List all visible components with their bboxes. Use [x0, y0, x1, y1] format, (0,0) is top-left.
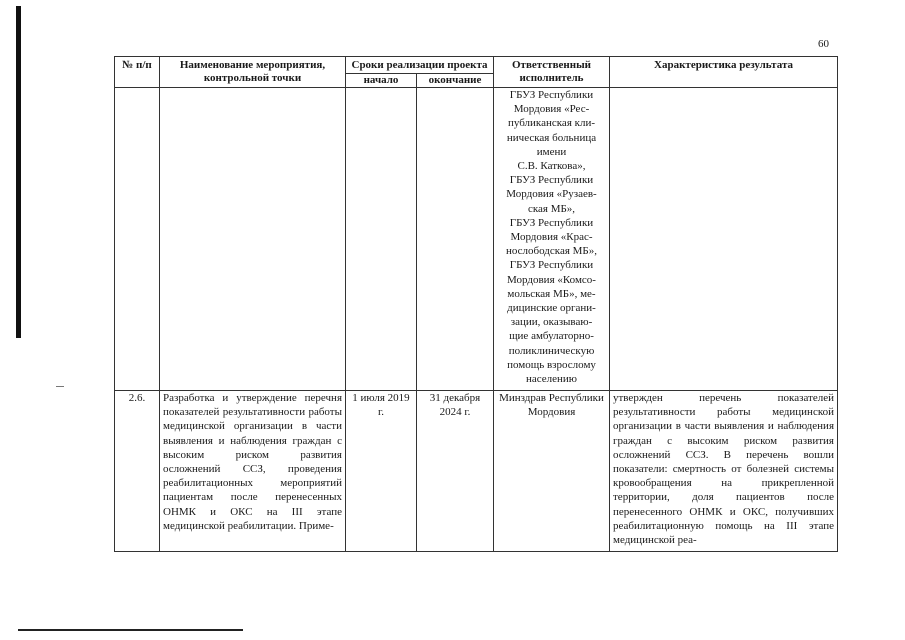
- cell-responsible: ГБУЗ Республики Мордовия «Рес- публиканская кли- ническая больница имени С.В. Каткова», ГБУЗ Республики Мордовия «Рузаев- ская МБ», ГБУЗ Республики Мордовия «Крас- нослободская МБ», ГБУЗ Республики Мордовия «Комсо- мольская МБ», ме- дицинские органи- зации, оказываю- щие амбулаторно- поликлиническую помощь взрослому населению: [494, 88, 610, 391]
- header-end: окончание: [417, 74, 494, 88]
- cell-responsible: Минздрав Республики Мордовия: [494, 391, 610, 552]
- table-row-continuation: [115, 88, 838, 391]
- header-num: № п/п: [115, 57, 160, 88]
- table-row-2-6: [115, 391, 838, 552]
- table-header-row: [115, 57, 838, 74]
- cell-end: 31 декабря 2024 г.: [417, 391, 494, 552]
- cell-start: 1 июля 2019 г.: [346, 391, 417, 552]
- header-result: Характеристика результата: [610, 57, 838, 88]
- footnote-separator: [18, 629, 243, 631]
- page-number: 60: [818, 38, 829, 50]
- cell-result: [610, 88, 838, 391]
- scan-margin-mark: [56, 386, 64, 387]
- cell-num: 2.6.: [115, 391, 160, 552]
- activities-table: [114, 56, 838, 552]
- header-terms: Сроки реализации проекта: [346, 57, 494, 74]
- cell-start: [346, 88, 417, 391]
- scan-margin-bar: [16, 6, 21, 338]
- cell-name: [160, 391, 346, 552]
- header-responsible: Ответственный исполнитель: [494, 57, 610, 88]
- header-start: начало: [346, 74, 417, 88]
- cell-result: [610, 391, 838, 552]
- cell-end: [417, 88, 494, 391]
- cell-name: [160, 88, 346, 391]
- activity-description: Разработка и утверждение перечня показателей результативности работы медицинской организации в части выявления и наблюдения граждан с высоким риском развития осложнений ССЗ, проведения реабилитационных мероприятий пациентам после перенесенных ОНМК и ОКС на III этапе медицинской реабилитации. Приме-: [163, 392, 342, 532]
- cell-num: [115, 88, 160, 391]
- result-description: утвержден перечень показателей результативности работы медицинской организации в части выявления и наблюдения граждан с высоким риском развития осложнений ССЗ. В перечень вошли показатели: смертность от болезней системы кровообращения на прикрепленной территории, доля пациентов после перенесенного ОНМК и ОКС, получивших реабилитационную помощь на III этапе медицинской реа-: [613, 392, 834, 547]
- header-name: Наименование мероприятия, контрольной точки: [160, 57, 346, 88]
